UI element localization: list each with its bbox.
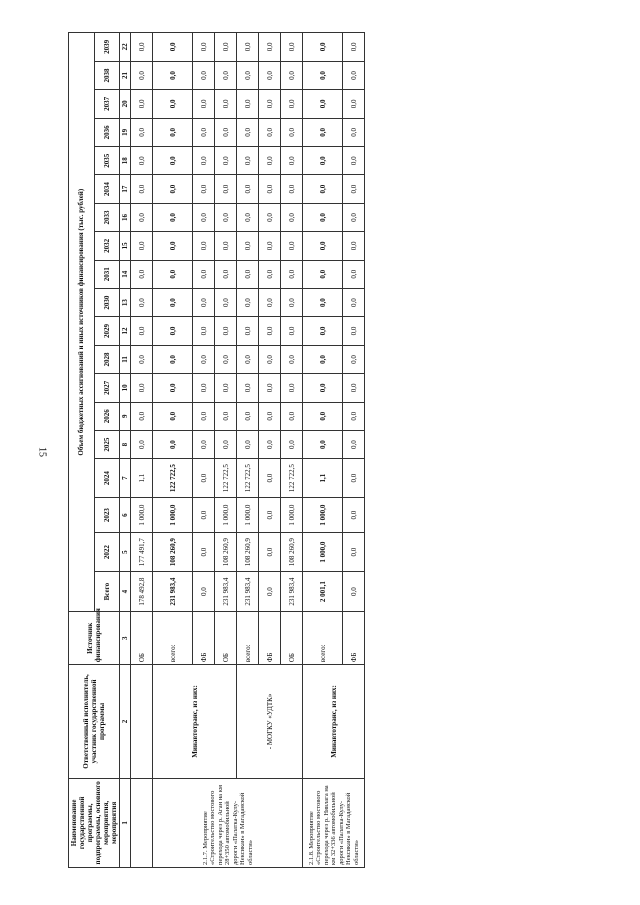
cell-year-value: 0,0 [131,90,153,118]
cell-year-value: 0,0 [153,232,193,260]
cell-year-value: 0,0 [259,203,281,231]
cell-year-value: 0,0 [237,317,259,345]
cell-year-value: 0,0 [303,402,343,430]
cell-year-value: 0,0 [215,118,237,146]
cell-year-value: 0,0 [131,374,153,402]
cell-year-value: 0,0 [343,374,365,402]
cell-year-value: 0,0 [153,374,193,402]
cell-year-value: 0,0 [237,33,259,62]
cell-year-value: 0,0 [343,175,365,203]
cell-year-value: 108 260,9 [215,533,237,572]
cell-year-value: 1 000,0 [303,533,343,572]
cell-year-value: 0,0 [343,288,365,316]
cell-year-value: 0,0 [343,533,365,572]
cell-year-value: 0,0 [259,459,281,498]
table-row [303,33,343,868]
cell-total: 231 983,4 [237,571,259,612]
table-wrapper [68,32,365,868]
cell-year-value: 0,0 [259,533,281,572]
cell-year-value: 0,0 [281,374,303,402]
cell-year-value: 0,0 [237,345,259,373]
cell-year-value: 0,0 [303,317,343,345]
cell-year-value: 0,0 [281,147,303,175]
cell-year-value: 0,0 [281,118,303,146]
row-name: 2.1.8. Мероприятие «Строительство мостового перехода через р. Нявлага на км 32+336 автомобильной дороги «Палатка-Кулу-Нексикан» в Магаданской области» [303,778,365,867]
cell-total: 178 492,8 [131,571,153,612]
column-number: 12 [120,317,131,345]
cell-year-value: 0,0 [281,232,303,260]
column-number: 15 [120,232,131,260]
cell-year-value: 0,0 [259,175,281,203]
column-number: 5 [120,533,131,572]
cell-year-value: 0,0 [259,61,281,89]
cell-year-value: 0,0 [303,345,343,373]
row-executor: Минавтотранс, из них: [153,665,237,779]
cell-year-value: 0,0 [343,430,365,458]
cell-year-value: 0,0 [193,288,215,316]
cell-year-value: 0,0 [193,61,215,89]
column-number: 13 [120,288,131,316]
cell-year-value: 0,0 [303,374,343,402]
cell-year-value: 0,0 [131,317,153,345]
cell-year-value: 0,0 [153,175,193,203]
cell-year-value: 0,0 [193,459,215,498]
cell-year-value: 0,0 [215,402,237,430]
header-year: 2039 [94,33,120,62]
cell-year-value: 0,0 [193,232,215,260]
cell-year-value: 0,0 [193,317,215,345]
cell-year-value: 0,0 [215,61,237,89]
cell-year-value: 0,0 [343,118,365,146]
column-number: 8 [120,430,131,458]
cell-year-value: 1 000,0 [237,497,259,533]
header-year: 2025 [94,430,120,458]
cell-year-value: 0,0 [131,345,153,373]
cell-year-value: 0,0 [281,317,303,345]
column-number: 1 [120,778,131,867]
column-number: 22 [120,33,131,62]
header-year: 2028 [94,345,120,373]
cell-year-value: 0,0 [303,430,343,458]
cell-year-value: 0,0 [215,203,237,231]
cell-year-value: 0,0 [343,317,365,345]
column-number-row [120,33,131,868]
header-year: 2027 [94,374,120,402]
row-executor: - МОГКУ «УДТК» [237,665,303,779]
header-year: 2030 [94,288,120,316]
cell-year-value: 0,0 [303,118,343,146]
cell-total: 0,0 [193,571,215,612]
cell-year-value: 0,0 [193,430,215,458]
header-name: Наименование государственной программы, подпрограммы, основного мероприятия, мероприятия [69,778,120,867]
cell-year-value: 122 722,5 [153,459,193,498]
cell-year-value: 0,0 [193,374,215,402]
cell-year-value: 177 491,7 [131,533,153,572]
cell-year-value: 0,0 [237,260,259,288]
cell-year-value: 0,0 [153,345,193,373]
row-source: всего: [153,612,193,665]
header-year: 2035 [94,147,120,175]
row-name: 2.1.7. Мероприятие «Строительство мостового перехода через р. Аган на км 28+350 автомобильной дороги «Палатка-Кулу-Нексикан» в Магаданской области» [153,778,303,867]
cell-year-value: 0,0 [281,260,303,288]
cell-year-value: 0,0 [153,317,193,345]
column-number: 7 [120,459,131,498]
cell-year-value: 0,0 [281,402,303,430]
column-number: 3 [120,612,131,665]
cell-year-value: 0,0 [281,345,303,373]
cell-total: 231 983,4 [215,571,237,612]
cell-year-value: 0,0 [131,402,153,430]
cell-year-value: 0,0 [193,33,215,62]
cell-year-value: 0,0 [237,374,259,402]
cell-year-value: 0,0 [193,147,215,175]
header-year: 2023 [94,497,120,533]
cell-year-value: 0,0 [153,260,193,288]
cell-year-value: 0,0 [343,147,365,175]
table-row [237,33,259,868]
cell-year-value: 0,0 [153,33,193,62]
column-number: 21 [120,61,131,89]
cell-year-value: 0,0 [259,345,281,373]
cell-year-value: 0,0 [259,497,281,533]
row-source: всего: [303,612,343,665]
cell-year-value: 0,0 [281,430,303,458]
cell-year-value: 0,0 [131,232,153,260]
cell-year-value: 0,0 [303,61,343,89]
cell-year-value: 0,0 [259,430,281,458]
header-year: 2038 [94,61,120,89]
cell-year-value: 0,0 [259,374,281,402]
page-number: 15 [36,447,48,457]
header-year: 2031 [94,260,120,288]
cell-year-value: 0,0 [303,260,343,288]
cell-year-value: 0,0 [259,288,281,316]
cell-year-value: 122 722,5 [281,459,303,498]
cell-year-value: 0,0 [281,288,303,316]
cell-year-value: 0,0 [259,118,281,146]
cell-year-value: 0,0 [153,61,193,89]
column-number: 6 [120,497,131,533]
row-source: ФБ [343,612,365,665]
cell-year-value: 1 000,0 [153,497,193,533]
cell-year-value: 1 000,0 [215,497,237,533]
cell-year-value: 0,0 [237,430,259,458]
cell-year-value: 0,0 [237,90,259,118]
header-total: Всего [94,571,120,612]
cell-year-value: 0,0 [343,61,365,89]
cell-year-value: 0,0 [215,232,237,260]
cell-year-value: 0,0 [131,203,153,231]
cell-year-value: 0,0 [131,118,153,146]
cell-year-value: 0,0 [131,147,153,175]
cell-year-value: 0,0 [131,61,153,89]
cell-year-value: 0,0 [215,288,237,316]
header-source: Источник финансирования [69,612,120,665]
cell-year-value: 0,0 [303,288,343,316]
cell-year-value: 0,0 [237,175,259,203]
cell-year-value: 108 260,9 [237,533,259,572]
cell-year-value: 0,0 [131,175,153,203]
cell-year-value: 0,0 [193,90,215,118]
cell-year-value: 108 260,9 [281,533,303,572]
cell-year-value: 122 722,5 [215,459,237,498]
column-number: 14 [120,260,131,288]
cell-year-value: 0,0 [259,33,281,62]
row-source: ФБ [193,612,215,665]
cell-year-value: 0,0 [259,232,281,260]
cell-year-value: 0,0 [259,317,281,345]
header-year: 2036 [94,118,120,146]
cell-year-value: 0,0 [281,203,303,231]
cell-year-value: 0,0 [237,203,259,231]
cell-year-value: 1,1 [131,459,153,498]
header-year: 2024 [94,459,120,498]
column-number: 4 [120,571,131,612]
header-executor: Ответственный исполнитель, участник государственной программы [69,665,120,779]
header-year: 2026 [94,402,120,430]
cell-year-value: 0,0 [215,345,237,373]
cell-year-value: 0,0 [303,147,343,175]
cell-year-value: 0,0 [131,430,153,458]
financing-table [68,32,365,868]
table-row [153,33,193,868]
cell-year-value: 0,0 [193,402,215,430]
cell-year-value: 0,0 [215,147,237,175]
header-year: 2033 [94,203,120,231]
cell-year-value: 0,0 [259,402,281,430]
column-number: 9 [120,402,131,430]
cell-year-value: 0,0 [343,345,365,373]
cell-total: 0,0 [259,571,281,612]
cell-year-value: 0,0 [343,497,365,533]
cell-year-value: 0,0 [259,260,281,288]
column-number: 18 [120,147,131,175]
cell-year-value: 0,0 [215,374,237,402]
cell-year-value: 0,0 [303,232,343,260]
cell-total: 231 983,4 [281,571,303,612]
column-number: 2 [120,665,131,779]
row-source: ОБ [281,612,303,665]
cell-year-value: 0,0 [343,203,365,231]
cell-year-value: 0,0 [193,175,215,203]
header-year: 2034 [94,175,120,203]
cell-year-value: 0,0 [343,90,365,118]
cell-year-value: 0,0 [237,118,259,146]
row-name [131,778,153,867]
row-source: ОБ [131,612,153,665]
cell-year-value: 0,0 [153,90,193,118]
header-row [69,33,95,868]
cell-year-value: 1 000,0 [303,497,343,533]
column-number: 16 [120,203,131,231]
cell-year-value: 0,0 [215,317,237,345]
cell-total: 2 001,1 [303,571,343,612]
cell-year-value: 0,0 [215,33,237,62]
cell-year-value: 0,0 [215,430,237,458]
cell-year-value: 0,0 [281,33,303,62]
row-executor: Минавтотранс, из них: [303,665,365,779]
cell-year-value: 0,0 [193,533,215,572]
cell-year-value: 0,0 [131,33,153,62]
row-source: ФБ [259,612,281,665]
cell-year-value: 0,0 [281,175,303,203]
cell-year-value: 0,0 [303,175,343,203]
cell-year-value: 0,0 [343,260,365,288]
column-number: 17 [120,175,131,203]
cell-year-value: 122 722,5 [237,459,259,498]
cell-year-value: 0,0 [215,260,237,288]
cell-year-value: 0,0 [237,402,259,430]
column-number: 19 [120,118,131,146]
cell-year-value: 0,0 [153,118,193,146]
cell-year-value: 0,0 [303,33,343,62]
cell-year-value: 0,0 [193,345,215,373]
cell-year-value: 0,0 [343,402,365,430]
cell-year-value: 0,0 [237,147,259,175]
cell-year-value: 0,0 [237,232,259,260]
row-source: ОБ [215,612,237,665]
cell-year-value: 108 260,9 [153,533,193,572]
header-year: 2037 [94,90,120,118]
cell-year-value: 0,0 [215,175,237,203]
cell-year-value: 0,0 [131,288,153,316]
header-year: 2029 [94,317,120,345]
cell-year-value: 0,0 [193,118,215,146]
cell-year-value: 0,0 [259,147,281,175]
cell-year-value: 1,1 [303,459,343,498]
cell-year-value: 0,0 [343,33,365,62]
cell-year-value: 0,0 [259,90,281,118]
cell-year-value: 0,0 [153,288,193,316]
row-source: всего: [237,612,259,665]
cell-year-value: 0,0 [343,232,365,260]
cell-year-value: 1 000,0 [131,497,153,533]
cell-year-value: 0,0 [193,203,215,231]
cell-total: 231 983,4 [153,571,193,612]
cell-year-value: 0,0 [193,497,215,533]
cell-year-value: 0,0 [215,90,237,118]
cell-year-value: 0,0 [281,61,303,89]
header-year: 2022 [94,533,120,572]
cell-year-value: 0,0 [193,260,215,288]
cell-year-value: 1 000,0 [281,497,303,533]
column-number: 11 [120,345,131,373]
cell-year-value: 0,0 [237,288,259,316]
cell-year-value: 0,0 [153,147,193,175]
cell-year-value: 0,0 [131,260,153,288]
cell-total: 0,0 [343,571,365,612]
cell-year-value: 0,0 [281,90,303,118]
cell-year-value: 0,0 [303,90,343,118]
cell-year-value: 0,0 [153,430,193,458]
row-executor [131,665,153,779]
cell-year-value: 0,0 [303,203,343,231]
cell-year-value: 0,0 [153,402,193,430]
cell-year-value: 0,0 [153,203,193,231]
column-number: 10 [120,374,131,402]
header-year: 2032 [94,232,120,260]
column-number: 20 [120,90,131,118]
cell-year-value: 0,0 [343,459,365,498]
cell-year-value: 0,0 [237,61,259,89]
table-row [131,33,153,868]
header-funding: Объем бюджетных ассигнований и иных источников финансирования (тыс. рублей) [69,33,95,612]
